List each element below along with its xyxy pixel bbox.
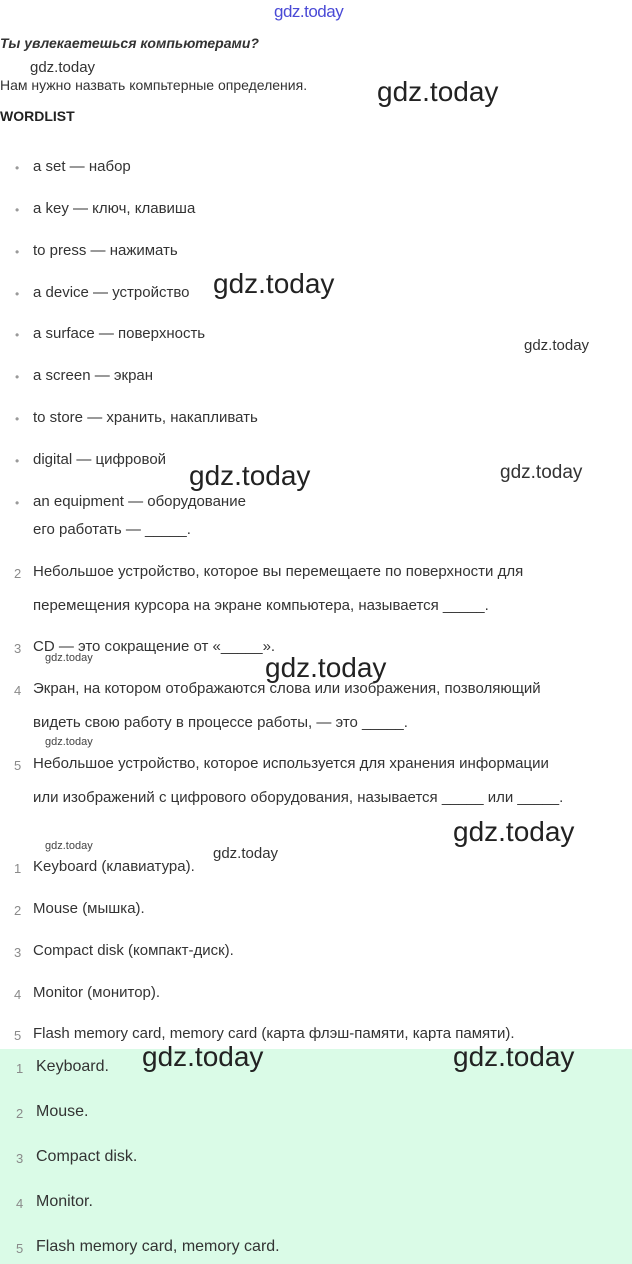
fragment-line: его работать — _____. — [33, 521, 191, 538]
answer-text: Mouse (мышка). — [33, 900, 145, 917]
question-line: или изображений с цифрового оборудования, называется _____ или _____. — [33, 789, 564, 806]
question-title: Ты увлекаетешься компьютерами? — [0, 35, 259, 51]
watermark: gdz.today — [265, 652, 387, 683]
question-number: 4 — [14, 683, 22, 698]
watermark: gdz.today — [30, 59, 96, 76]
bullet-icon: • — [15, 287, 20, 301]
question-number: 3 — [14, 641, 22, 656]
answer-text: Monitor. — [36, 1193, 93, 1210]
question-number: 2 — [14, 566, 22, 581]
bullet-icon: • — [15, 496, 20, 510]
bullet-icon: • — [15, 454, 20, 468]
answer-number: 5 — [14, 1028, 22, 1043]
watermark: gdz.today — [524, 337, 590, 354]
answer-number: 2 — [16, 1106, 24, 1121]
bullet-icon: • — [15, 245, 20, 259]
wordlist-item: digital — цифровой — [33, 451, 167, 468]
watermark: gdz.today — [45, 840, 93, 852]
watermark: gdz.today — [453, 1041, 575, 1072]
wordlist-item: a screen — экран — [33, 367, 154, 384]
question-line: перемещения курсора на экране компьютера, называется _____. — [33, 597, 489, 614]
wordlist-item: a surface — поверхность — [33, 325, 206, 342]
wordlist-item: a device — устройство — [33, 284, 190, 301]
answer-text: Keyboard. — [36, 1058, 109, 1075]
question-number: 5 — [14, 758, 22, 773]
question-line: Экран, на котором отображаются слова или изображения, позволяющий — [33, 680, 541, 697]
wordlist-item: an equipment — оборудование — [33, 493, 246, 510]
answer-text: Mouse. — [36, 1103, 89, 1120]
bullet-icon: • — [15, 161, 20, 175]
bullet-icon: • — [15, 412, 20, 426]
answer-number: 4 — [16, 1196, 24, 1211]
bullet-icon: • — [15, 328, 20, 342]
question-line: Небольшое устройство, которое используется для хранения информации — [33, 755, 549, 772]
wordlist-item: to store — хранить, накапливать — [33, 409, 258, 426]
site-logo[interactable]: gdz.today — [274, 2, 344, 21]
question-line: CD — это сокращение от «_____». — [33, 638, 276, 655]
wordlist-item: a key — ключ, клавиша — [33, 200, 196, 217]
question-line: видеть свою работу в процессе работы, — это _____. — [33, 714, 408, 731]
watermark: gdz.today — [189, 460, 311, 491]
watermark: gdz.today — [45, 652, 93, 664]
question-line: Небольшое устройство, которое вы перемещаете по поверхности для — [33, 563, 524, 580]
watermark: gdz.today — [377, 76, 499, 107]
watermark: gdz.today — [45, 736, 93, 748]
wordlist-title: WORDLIST — [0, 108, 75, 124]
answer-number: 2 — [14, 903, 22, 918]
question-subtitle: Нам нужно назвать компьтерные определения. — [0, 77, 308, 93]
answer-text: Flash memory card, memory card (карта флэш-памяти, карта памяти). — [33, 1025, 515, 1042]
watermark: gdz.today — [500, 462, 583, 483]
watermark: gdz.today — [213, 845, 279, 862]
answer-text: Flash memory card, memory card. — [36, 1238, 280, 1255]
watermark: gdz.today — [453, 816, 575, 847]
answer-number: 1 — [16, 1061, 24, 1076]
answer-text: Compact disk (компакт-диск). — [33, 942, 234, 959]
answer-number: 4 — [14, 987, 22, 1002]
answer-number: 3 — [16, 1151, 24, 1166]
answer-number: 5 — [16, 1241, 24, 1256]
bullet-icon: • — [15, 203, 20, 217]
answer-text: Keyboard (клавиатура). — [33, 858, 195, 875]
answer-text: Compact disk. — [36, 1148, 138, 1165]
watermark: gdz.today — [142, 1041, 264, 1072]
answer-number: 3 — [14, 945, 22, 960]
answer-number: 1 — [14, 861, 22, 876]
answer-text: Monitor (монитор). — [33, 984, 161, 1001]
wordlist-item: to press — нажимать — [33, 242, 178, 259]
bullet-icon: • — [15, 370, 20, 384]
watermark: gdz.today — [213, 268, 335, 299]
wordlist-item: a set — набор — [33, 158, 131, 175]
